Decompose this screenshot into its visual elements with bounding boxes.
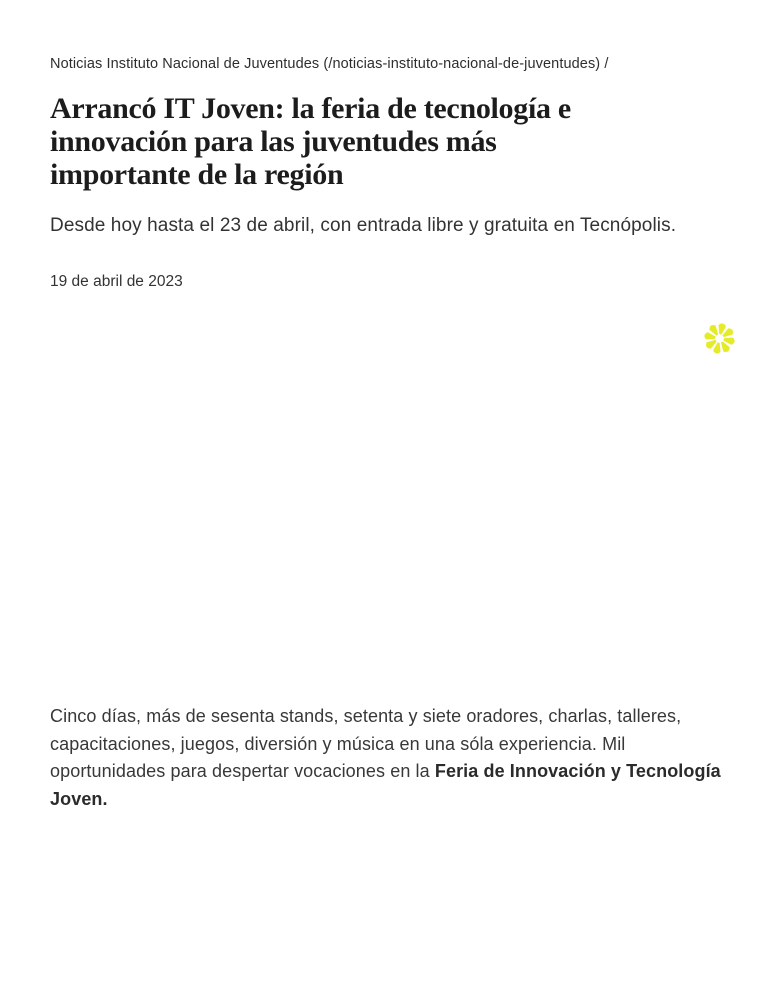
article-image-placeholder: [50, 291, 723, 703]
breadcrumb-link-href: (/noticias-instituto-nacional-de-juventudes): [323, 56, 601, 72]
article-date: 19 de abril de 2023: [50, 273, 183, 290]
article-body-text: Cinco días, más de sesenta stands, setenta y siete oradores, charlas, talleres, capacitaciones, juegos, diversión y música en una sóla experiencia. Mil oportunidades para despertar vocaciones en la: [50, 706, 682, 781]
page-title-line-1: Arrancó IT Joven: la feria de tecnología e: [50, 92, 571, 125]
breadcrumb: [50, 54, 723, 74]
page-title-line-3: importante de la región: [50, 158, 344, 191]
breadcrumb-link-noticias[interactable]: [50, 56, 600, 72]
breadcrumb-link-label: Noticias Instituto Nacional de Juventudes: [50, 56, 320, 72]
breadcrumb-separator: /: [604, 56, 609, 72]
page-title: [50, 92, 723, 191]
article-subtitle: Desde hoy hasta el 23 de abril, con entrada libre y gratuita en Tecnópolis.: [50, 215, 677, 236]
page-title-line-2: innovación para las juventudes más: [50, 125, 497, 158]
article-body-paragraph: [50, 703, 723, 813]
article-body-bold-text: Feria de Innovación y Tecnología Joven.: [50, 761, 721, 809]
